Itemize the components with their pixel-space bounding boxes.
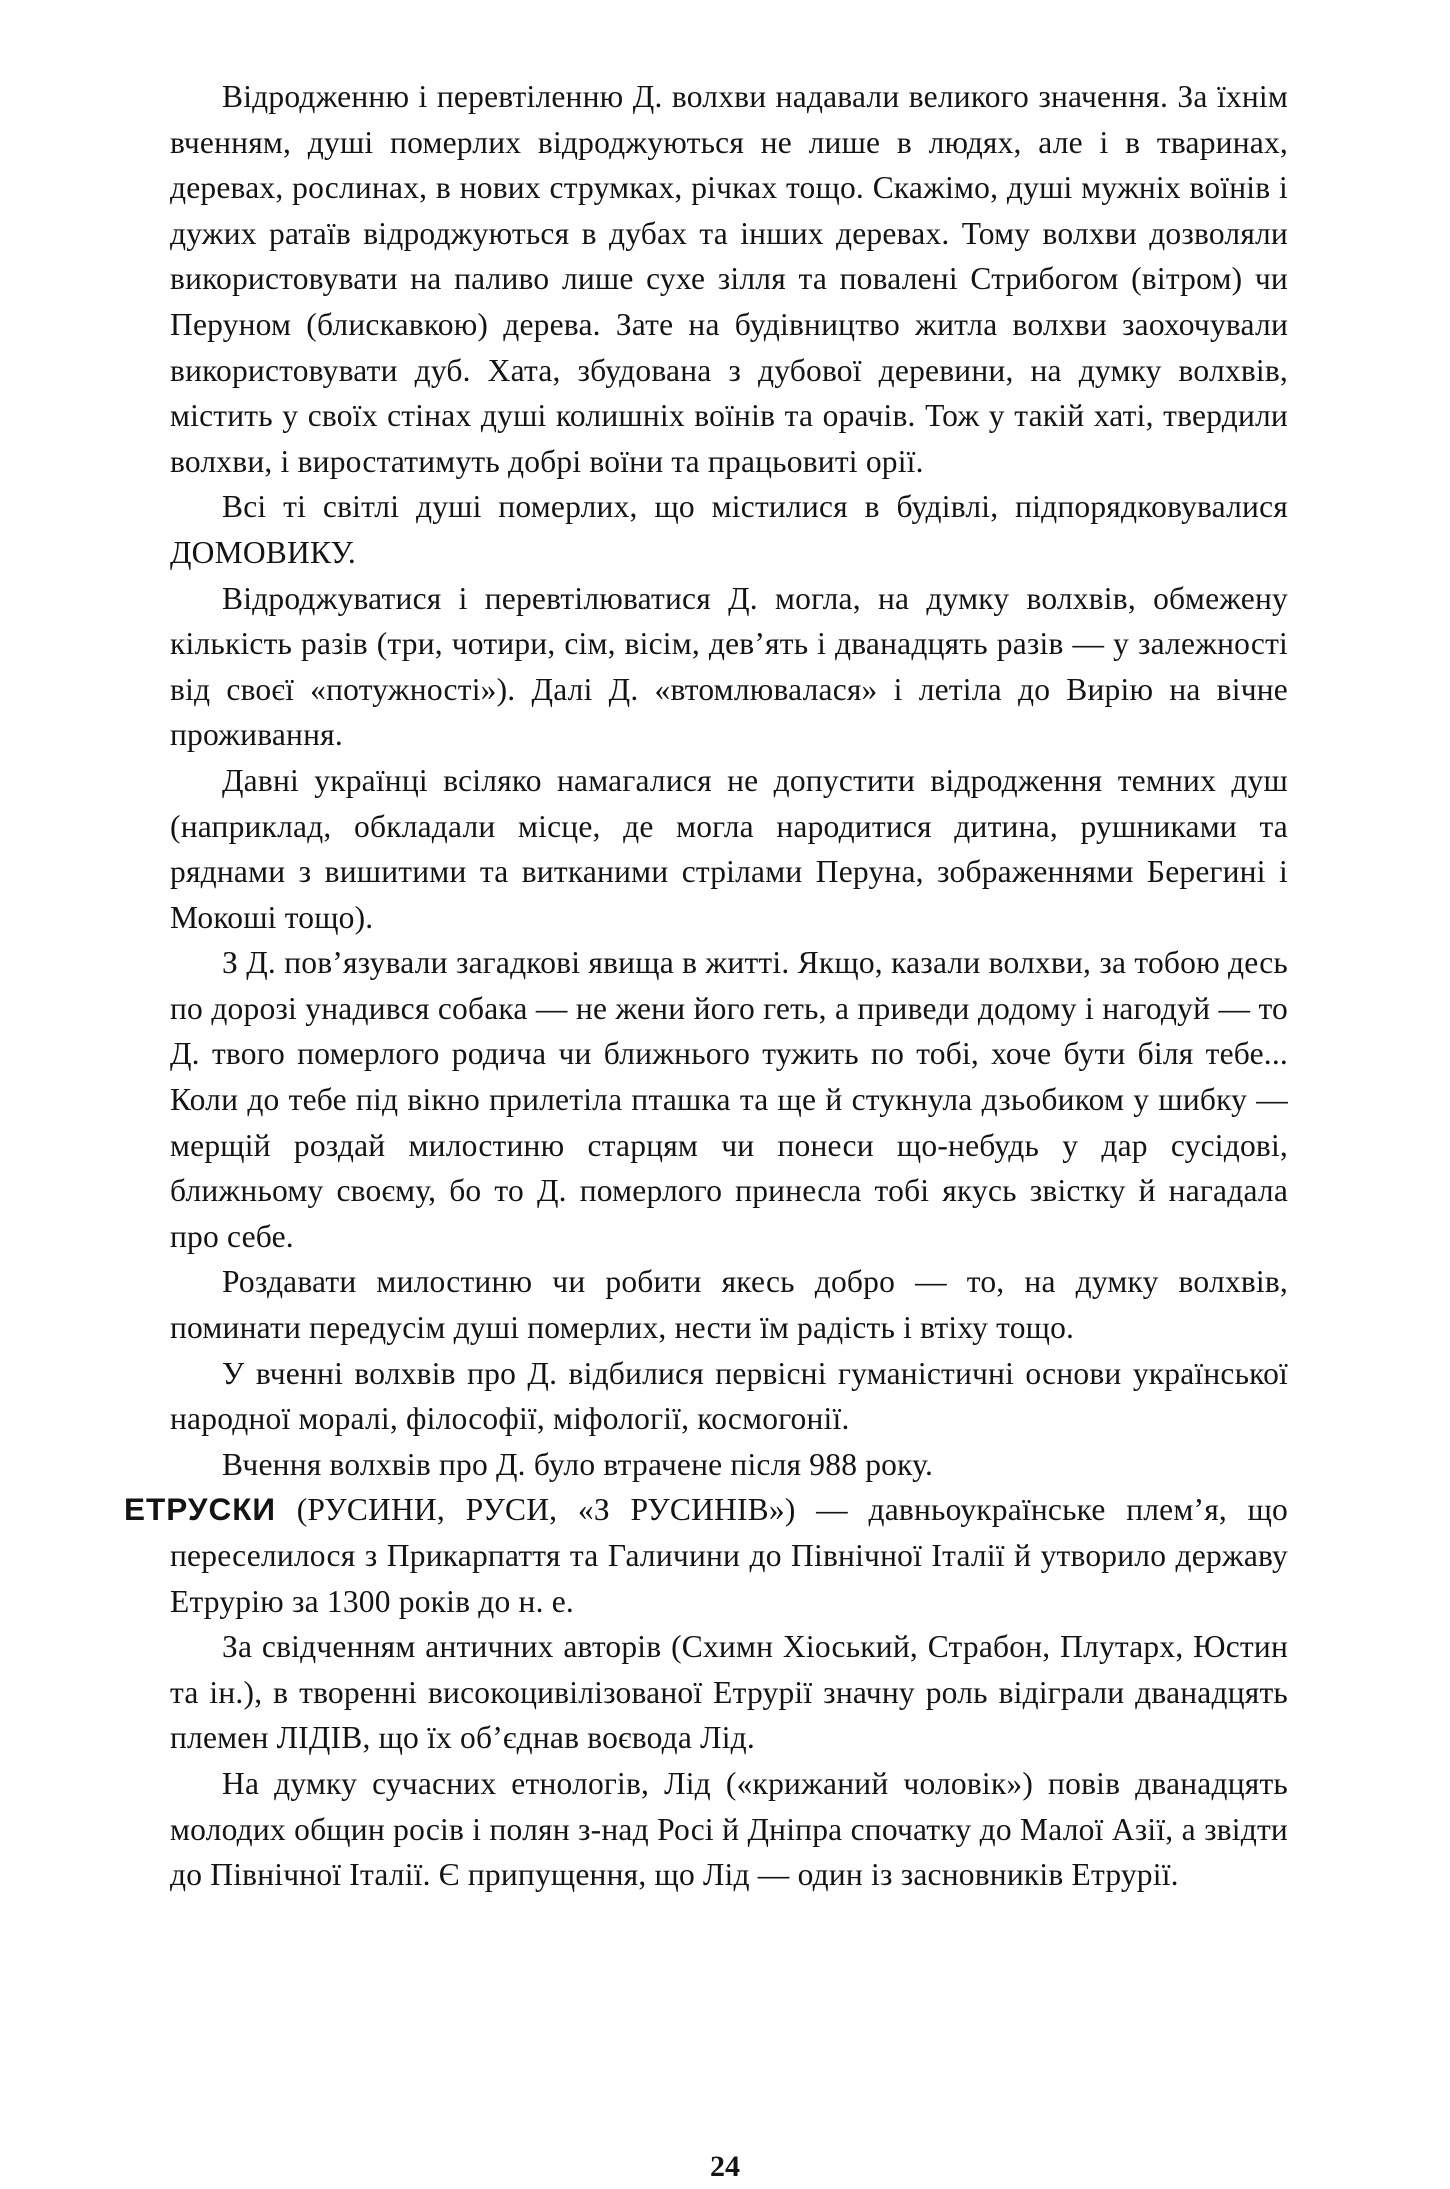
entry-definition: (РУСИНИ, РУСИ, «З РУСИНІВ») — давньоукраїнське плем’я, що переселилося з Прикарпаття та Галичини до Північної Італії й утворило державу Етрурію за 1300 років до н. е. xyxy=(170,1492,1288,1619)
paragraph-charity: Роздавати милостиню чи робити якесь добро — то, на думку волхвів, поминати передусім душі померлих, нести їм радість і втіху тощо. xyxy=(170,1264,1288,1346)
dictionary-entry-etruscans xyxy=(124,1487,1288,1624)
paragraph-dark-souls: Давні українці всіляко намагалися не допустити відродження темних душ (наприклад, обкладали місце, де могла народитися дитина, рушниками та ряднами з вишитими та витканими стрілами Перуна, зображеннями Берегині і Мокоші тощо). xyxy=(170,762,1288,935)
page-number: 24 xyxy=(710,2150,740,2183)
paragraph-ancient-authors: За свідченням античних авторів (Схимн Хіоський, Страбон, Плутарх, Юстин та ін.), в творенні високоцивілізованої Етрурії значну роль відіграли дванадцять племен ЛІДІВ, що їх об’єднав воєвода Лід. xyxy=(170,1629,1288,1756)
paragraph-humanistic-foundations: У вченні волхвів про Д. відбилися первісні гуманістичні основи української народної моралі, філософії, міфології, космогонії. xyxy=(170,1355,1288,1437)
entry-headword: ЕТРУСКИ xyxy=(124,1491,277,1528)
paragraph-reincarnation-count: Відроджуватися і перевтілюватися Д. могла, на думку волхвів, обмежену кількість разів (три, чотири, сім, вісім, дев’ять і дванадцять разів — у залежності від своєї «потужності»). Далі Д. «втомлювалася» і летіла до Вирію на вічне проживання. xyxy=(170,580,1288,753)
text-column xyxy=(124,74,1288,1898)
paragraph-mysterious-phenomena: З Д. пов’язували загадкові явища в житті. Якщо, казали волхви, за тобою десь по дорозі унадився собака — не жени його геть, а приведи додому і нагодуй — то Д. твого померлого родича чи ближнього тужить по тобі, хоче бути біля тебе... Коли до тебе під вікно прилетіла пташка та ще й стукнула дзьобиком у шибку — мерщій роздай милостиню старцям чи понеси що-небудь у дар сусідові, ближньому своєму, бо то Д. померлого принесла тобі якусь звістку й нагадала про себе. xyxy=(170,945,1288,1254)
paragraph-teaching-lost: Вчення волхвів про Д. було втрачене після 988 року. xyxy=(222,1446,934,1482)
paragraph-rebirth: Відродженню і перевтіленню Д. волхви надавали великого значення. За їхнім вченням, душі померлих відроджуються не лише в людях, але і в тваринах, деревах, рослинах, в нових струмках, річках тощо. Скажімо, душі мужніх воїнів і дужих ратаїв відроджуються в дубах та інших деревах. Тому волхви дозволяли використовувати на паливо лише сухе зілля та повалені Стрибогом (вітром) чи Перуном (блискавкою) дерева. Зате на будівництво житла волхви заохочували використовувати дуб. Хата, збудована з дубової деревини, на думку волхвів, містить у своїх стінах душі колишніх воїнів та орачів. Тож у такій хаті, твердили волхви, і виростатимуть добрі воїни та працьовиті орії. xyxy=(170,79,1288,479)
paragraph-domovyk: Всі ті світлі душі померлих, що містилися в будівлі, підпорядковувалися ДОМОВИКУ. xyxy=(170,489,1288,570)
paragraph-ethnologists: На думку сучасних етнологів, Лід («крижаний чоловік») повів дванадцять молодих общин росів і полян з-над Росі й Дніпра спочатку до Малої Азії, а звідти до Північної Італії. Є припущення, що Лід — один із засновників Етрурії. xyxy=(170,1765,1288,1893)
